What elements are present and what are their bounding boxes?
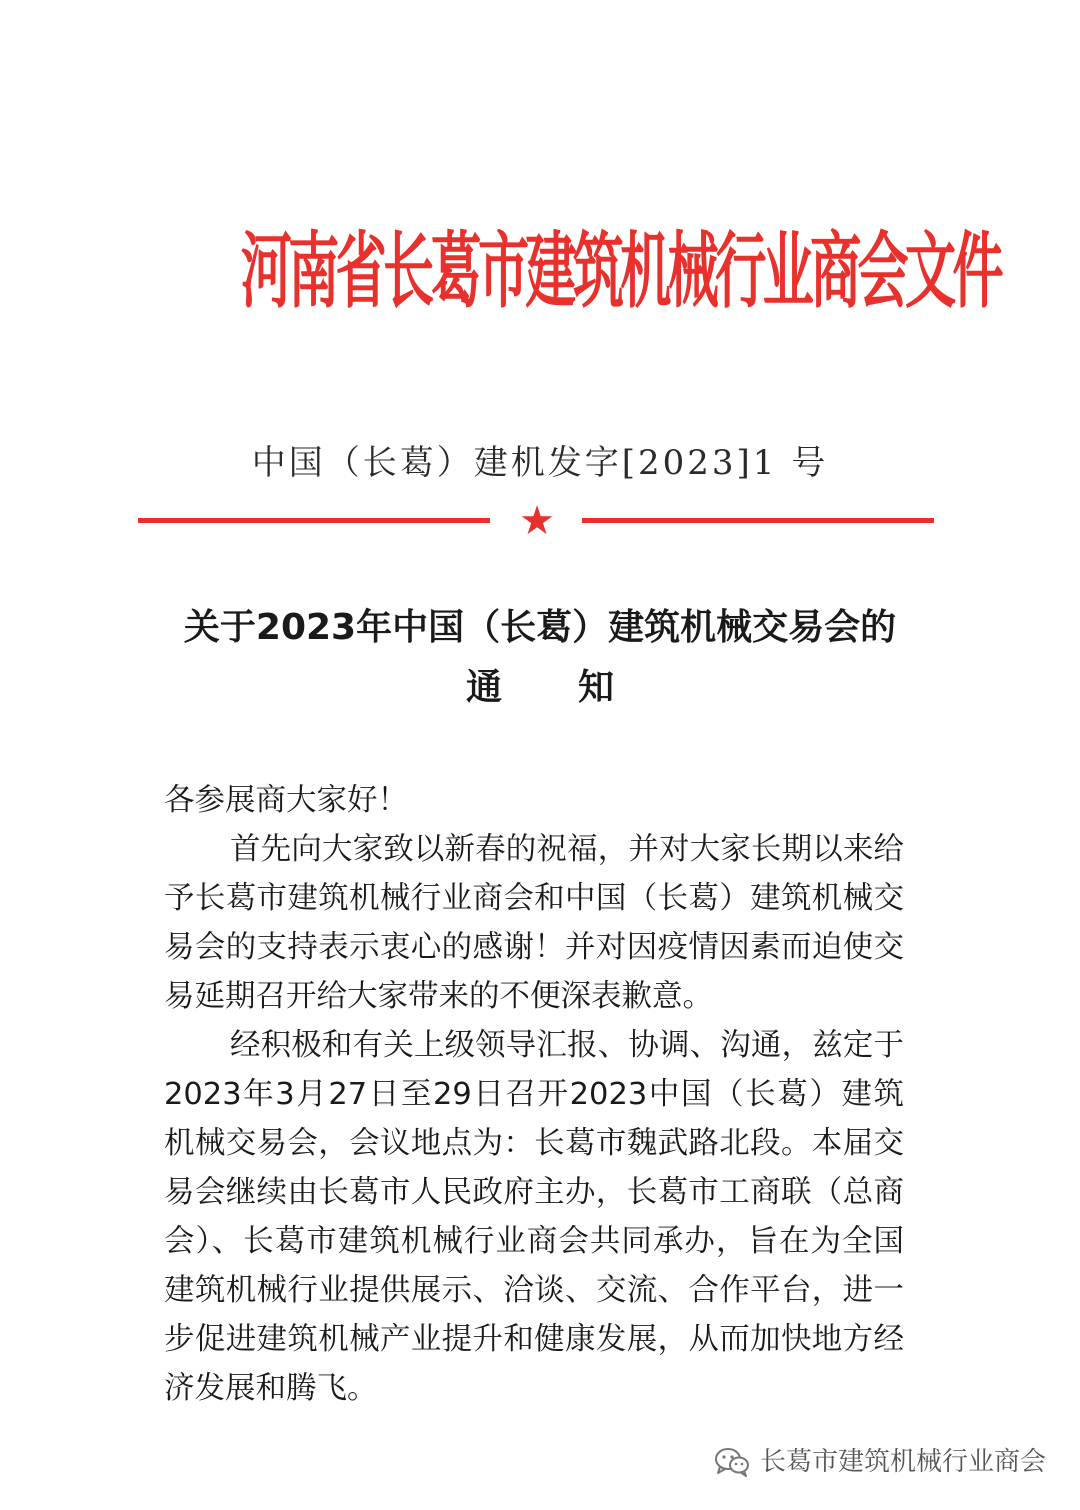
notice-title: 关于2023年中国（长葛）建筑机械交易会的	[183, 607, 897, 648]
document-number: 中国（长葛）建机发字[2023]1 号	[251, 443, 829, 483]
greeting: 各参展商大家好！	[164, 783, 408, 818]
body-paragraph: 首先向大家致以新春的祝福，并对大家长期以来给予长葛市建筑机械行业商会和中国（长葛）建筑机械交易会的支持表示衷心的感谢！并对因疫情因素而迫使交易延期召开给大家带来的不便深表歉意。	[164, 832, 904, 1014]
star-icon: ★	[519, 498, 555, 544]
watermark-text: 长葛市建筑机械行业商会	[759, 1447, 1046, 1477]
red-divider-left	[138, 518, 490, 523]
red-divider-right	[582, 518, 934, 523]
notice-body	[164, 776, 904, 1413]
notice-title-word: 通知	[465, 667, 690, 708]
body-paragraph: 经积极和有关上级领导汇报、协调、沟通，兹定于2023年3月27日至29日召开2023中国（长葛）建筑机械交易会，会议地点为：长葛市魏武路北段。本届交易会继续由长葛市人民政府主办，长葛市工商联（总商会）、长葛市建筑机械行业商会共同承办，旨在为全国建筑机械行业提供展示、洽谈、交流、合作平台，进一步促进建筑机械产业提升和健康发展，从而加快地方经济发展和腾飞。	[164, 1028, 904, 1406]
issuer-title: 河南省长葛市建筑机械行业商会文件	[240, 222, 1000, 320]
wechat-icon	[714, 1446, 750, 1478]
account-watermark	[714, 1444, 1046, 1480]
